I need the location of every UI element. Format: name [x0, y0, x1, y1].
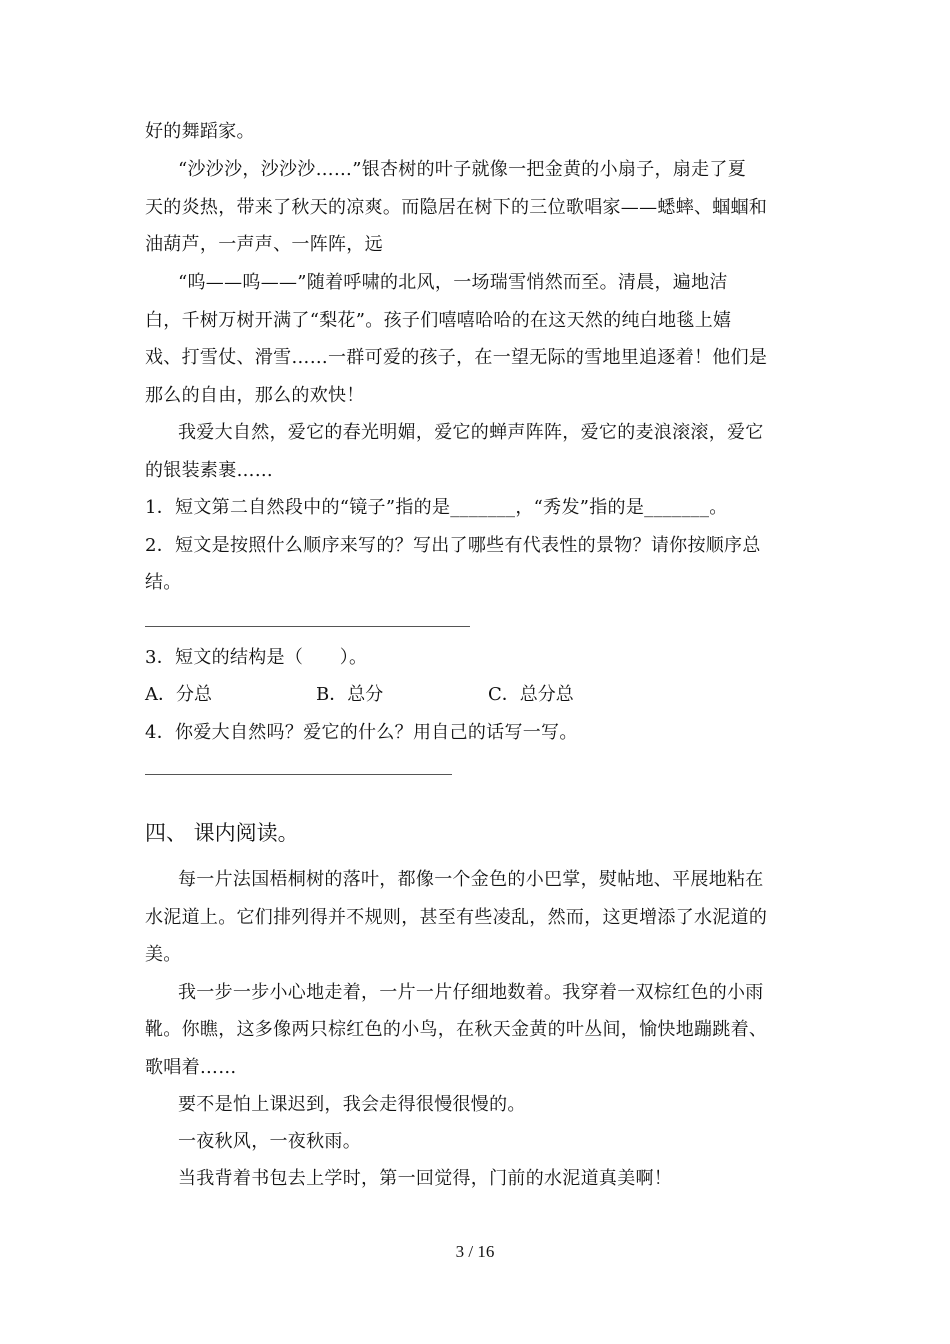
question-1: 1．短文第二自然段中的“镜子”指的是_______，“秀发”指的是_______。: [145, 497, 728, 518]
answer-line: [145, 626, 470, 627]
question-3: 3．短文的结构是（ ）。: [145, 647, 368, 668]
option-a: A．分总: [145, 684, 212, 705]
answer-line: [145, 774, 452, 775]
reading-line: 靴。你瞧，这多像两只棕红色的小鸟，在秋天金黄的叶丛间，愉快地蹦跳着、: [145, 1019, 768, 1040]
reading-line: 歌唱着……: [145, 1057, 237, 1078]
passage-line: “沙沙沙，沙沙沙……”银杏树的叶子就像一把金黄的小扇子，扇走了夏: [178, 159, 747, 180]
reading-line: 水泥道上。它们排列得并不规则，甚至有些凌乱，然而，这更增添了水泥道的: [145, 907, 768, 928]
passage-line: 我爱大自然，爱它的春光明媚，爱它的蝉声阵阵，爱它的麦浪滚滚，爱它: [178, 422, 764, 443]
question-2: 2．短文是按照什么顺序来写的？写出了哪些有代表性的景物？请你按顺序总: [145, 535, 761, 556]
passage-line: 天的炎热，带来了秋天的凉爽。而隐居在树下的三位歌唱家——蟋蟀、蝈蝈和: [145, 197, 768, 218]
passage-line: 油葫芦，一声声、一阵阵，远: [145, 234, 383, 255]
passage-line: 戏、打雪仗、滑雪……一群可爱的孩子，在一望无际的雪地里追逐着！他们是: [145, 347, 768, 368]
reading-line: 要不是怕上课迟到，我会走得很慢很慢的。: [178, 1094, 526, 1115]
passage-line: 那么的自由，那么的欢快！: [145, 385, 365, 406]
reading-line: 一夜秋风，一夜秋雨。: [178, 1131, 361, 1152]
page-number: 3 / 16: [455, 1242, 495, 1261]
option-b: B．总分: [316, 684, 384, 705]
reading-line: 当我背着书包去上学时，第一回觉得，门前的水泥道真美啊！: [178, 1168, 673, 1189]
question-4: 4．你爱大自然吗？爱它的什么？用自己的话写一写。: [145, 722, 578, 743]
section-heading: 四、 课内阅读。: [145, 821, 299, 845]
passage-line: 的银装素裹……: [145, 460, 274, 481]
reading-line: 美。: [145, 944, 182, 965]
question-2-continued: 结。: [145, 572, 182, 593]
passage-line: “呜——呜——”随着呼啸的北风，一场瑞雪悄然而至。清晨，遍地洁: [178, 272, 728, 293]
reading-line: 每一片法国梧桐树的落叶，都像一个金色的小巴掌，熨帖地、平展地粘在: [178, 869, 764, 890]
option-c: C．总分总: [488, 684, 574, 705]
passage-line: 好的舞蹈家。: [145, 121, 255, 142]
reading-line: 我一步一步小心地走着，一片一片仔细地数着。我穿着一双棕红色的小雨: [178, 982, 764, 1003]
passage-line: 白，千树万树开满了“梨花”。孩子们嘻嘻哈哈的在这天然的纯白地毯上嬉: [145, 310, 732, 331]
